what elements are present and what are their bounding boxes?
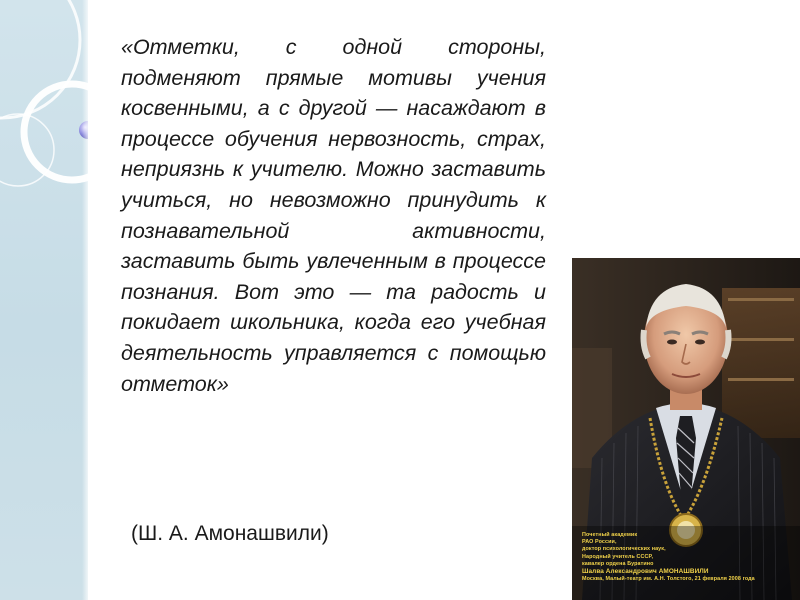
photo-caption <box>582 532 782 583</box>
quote-text: «Отметки, с одной стороны, подменяют прямые мотивы учения косвенными, а с другой — насаждают в процессе обучения нервозность, страх, неприязнь к учителю. Можно заставить учиться, но невозможно принудить к познавательной активности, заставить быть увлеченным в процессе познания. Вот это — та радость и покидает школьника, когда его учебная деятельность управляется с помощью отметок» <box>121 35 546 396</box>
caption-line: Москва, Малый-театр им. А.Н. Толстого, 21 февраля 2008 года <box>582 576 755 583</box>
caption-line: доктор психологических наук, <box>582 546 666 553</box>
caption-name-line: Шалва Александрович АМОНАШВИЛИ <box>582 568 709 576</box>
medium-ring <box>24 84 88 180</box>
caption-line: Народный учитель СССР, <box>582 553 654 560</box>
decorative-circles <box>0 0 88 600</box>
quote-author: (Ш. А. Амонашвили) <box>131 522 329 545</box>
caption-line: Почетный академик <box>582 532 638 538</box>
decorative-side-panel <box>0 0 88 600</box>
portrait-photo <box>572 258 800 600</box>
caption-line: кавалер ордена Буратино <box>582 560 654 567</box>
caption-line: РАО России, <box>582 539 617 546</box>
bullet-dot <box>79 121 88 139</box>
